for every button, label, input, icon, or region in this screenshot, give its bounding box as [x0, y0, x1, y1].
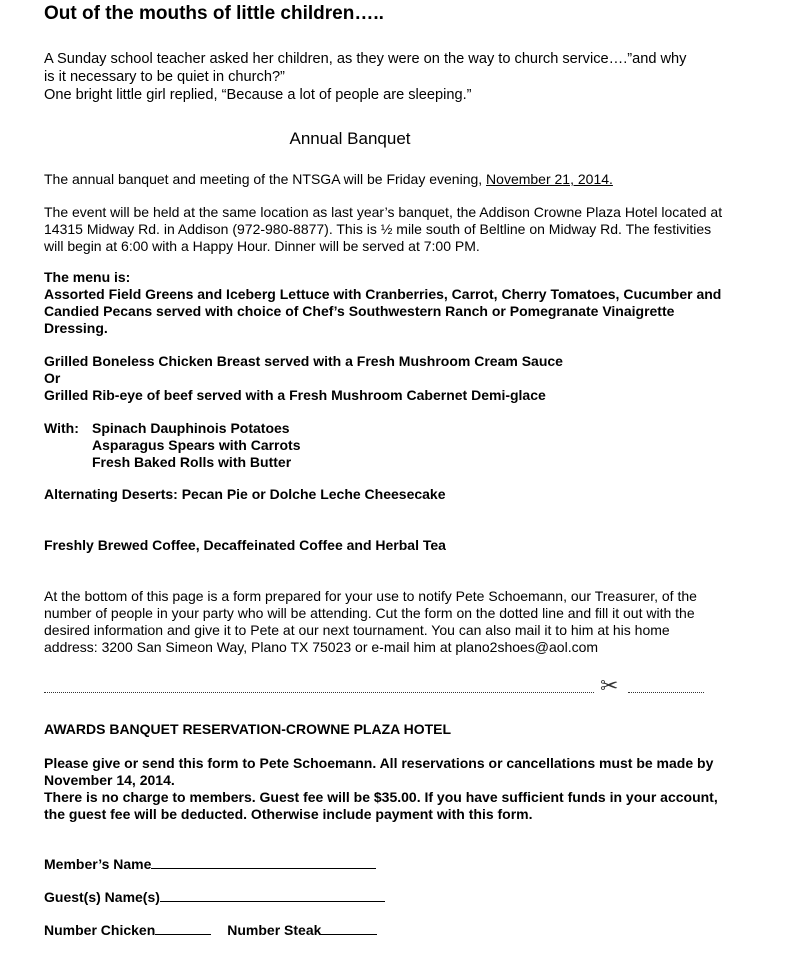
guest-names-field	[44, 888, 385, 906]
reservation-heading: AWARDS BANQUET RESERVATION-CROWNE PLAZA HOTEL	[44, 721, 452, 737]
guest-names-blank[interactable]	[160, 888, 385, 902]
side-item: Fresh Baked Rolls with Butter	[92, 454, 292, 470]
number-steak-label: Number Steak	[227, 922, 322, 938]
form-note-paragraph	[44, 588, 697, 656]
event-line: The event will be held at the same location as last year’s banquet, the Addison Crowne Plaza Hotel located at	[44, 204, 723, 220]
anecdote-line: A Sunday school teacher asked her children, as they were on the way to church service….”and why	[44, 51, 687, 67]
menu-line: Or	[44, 370, 61, 386]
cut-line	[628, 692, 704, 693]
banquet-date: November 21, 2014.	[486, 171, 613, 187]
menu-line: Grilled Rib-eye of beef served with a Fresh Mushroom Cabernet Demi-glace	[44, 387, 546, 403]
menu-sides	[44, 420, 301, 471]
menu-line: Assorted Field Greens and Iceberg Lettuce with Cranberries, Carrot, Cherry Tomatoes, Cucumber and	[44, 286, 722, 302]
form-note-line: address: 3200 San Simeon Way, Plano TX 75023 or e-mail him at plano2shoes@aol.com	[44, 639, 599, 655]
page-title: Out of the mouths of little children…..	[44, 3, 384, 24]
menu-line: Dressing.	[44, 320, 108, 336]
menu-desserts: Alternating Deserts: Pecan Pie or Dolche Leche Cheesecake	[44, 486, 446, 502]
member-name-label: Member’s Name	[44, 856, 152, 872]
event-line: will begin at 6:00 with a Happy Hour. Dinner will be served at 7:00 PM.	[44, 238, 480, 254]
guest-names-label: Guest(s) Name(s)	[44, 889, 160, 905]
anecdote-line: is it necessary to be quiet in church?”	[44, 69, 285, 85]
menu-line: Candied Pecans served with choice of Chef’s Southwestern Ranch or Pomegranate Vinaigrette	[44, 303, 675, 319]
menu-salad	[44, 269, 721, 337]
event-paragraph	[44, 204, 722, 255]
number-steak-blank[interactable]	[321, 921, 377, 935]
anecdote-paragraph	[44, 50, 686, 104]
reservation-line: the guest fee will be deducted. Otherwise include payment with this form.	[44, 806, 533, 822]
menu-line	[44, 420, 301, 437]
scissors-icon: ✂	[600, 673, 619, 698]
form-note-line: number of people in your party who will be attending. Cut the form on the dotted line and fill it out with the	[44, 605, 695, 621]
number-chicken-label: Number Chicken	[44, 922, 156, 938]
menu-heading: The menu is:	[44, 269, 131, 285]
reservation-line: There is no charge to members. Guest fee will be $35.00. If you have sufficient funds in your account,	[44, 789, 718, 805]
anecdote-line: One bright little girl replied, “Because a lot of people are sleeping.”	[44, 87, 472, 103]
reservation-paragraph	[44, 755, 718, 823]
event-line: 14315 Midway Rd. in Addison (972-980-8877). This is ½ mile south of Beltline on Midway Rd. The festivities	[44, 221, 712, 237]
number-chicken-blank[interactable]	[155, 921, 211, 935]
side-item: Spinach Dauphinois Potatoes	[92, 420, 290, 436]
intro-text: The annual banquet and meeting of the NTSGA will be Friday evening,	[44, 171, 487, 187]
meal-count-field	[44, 921, 377, 939]
cut-line	[44, 692, 594, 693]
form-note-line: desired information and give it to Pete at our next tournament. You can also mail it to him at his home	[44, 622, 670, 638]
intro-paragraph	[44, 171, 613, 188]
member-name-field	[44, 855, 376, 873]
menu-line: Grilled Boneless Chicken Breast served with a Fresh Mushroom Cream Sauce	[44, 353, 563, 369]
banquet-heading: Annual Banquet	[289, 129, 411, 148]
menu-entrees	[44, 353, 563, 404]
menu-drinks: Freshly Brewed Coffee, Decaffeinated Coffee and Herbal Tea	[44, 537, 446, 553]
form-note-line: At the bottom of this page is a form prepared for your use to notify Pete Schoemann, our Treasurer, of the	[44, 588, 697, 604]
with-label: With:	[44, 420, 79, 436]
side-item: Asparagus Spears with Carrots	[92, 437, 301, 453]
reservation-line: Please give or send this form to Pete Schoemann. All reservations or cancellations must be made by	[44, 755, 714, 771]
member-name-blank[interactable]	[151, 855, 376, 869]
reservation-line: November 14, 2014.	[44, 772, 175, 788]
